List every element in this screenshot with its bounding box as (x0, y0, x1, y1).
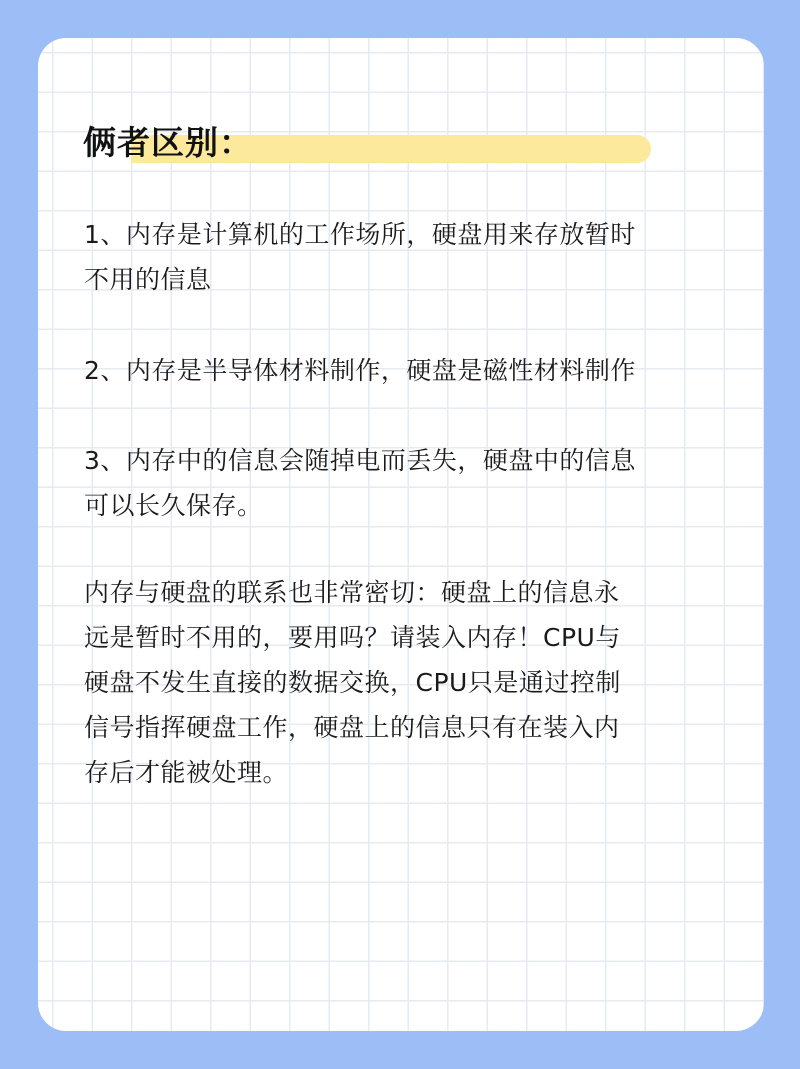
difference-item-1: 1、内存是计算机的工作场所，硬盘用来存放暂时 不用的信息 (84, 220, 636, 294)
note-card (38, 38, 764, 1031)
difference-item-2: 2、内存是半导体材料制作，硬盘是磁性材料制作 (84, 356, 636, 385)
page-title: 俩者区别： (83, 123, 253, 162)
relationship-paragraph: 内存与硬盘的联系也非常密切：硬盘上的信息永 远是暂时不用的，要用吗？请装入内存！CPU与 硬盘不发生直接的数据交换，CPU只是通过控制 信号指挥硬盘工作，硬盘上的信息只有在装入内 存后才能被处理。 (84, 578, 621, 787)
title-block (83, 120, 623, 166)
difference-item-3: 3、内存中的信息会随掉电而丢失，硬盘中的信息 可以长久保存。 (84, 446, 636, 520)
